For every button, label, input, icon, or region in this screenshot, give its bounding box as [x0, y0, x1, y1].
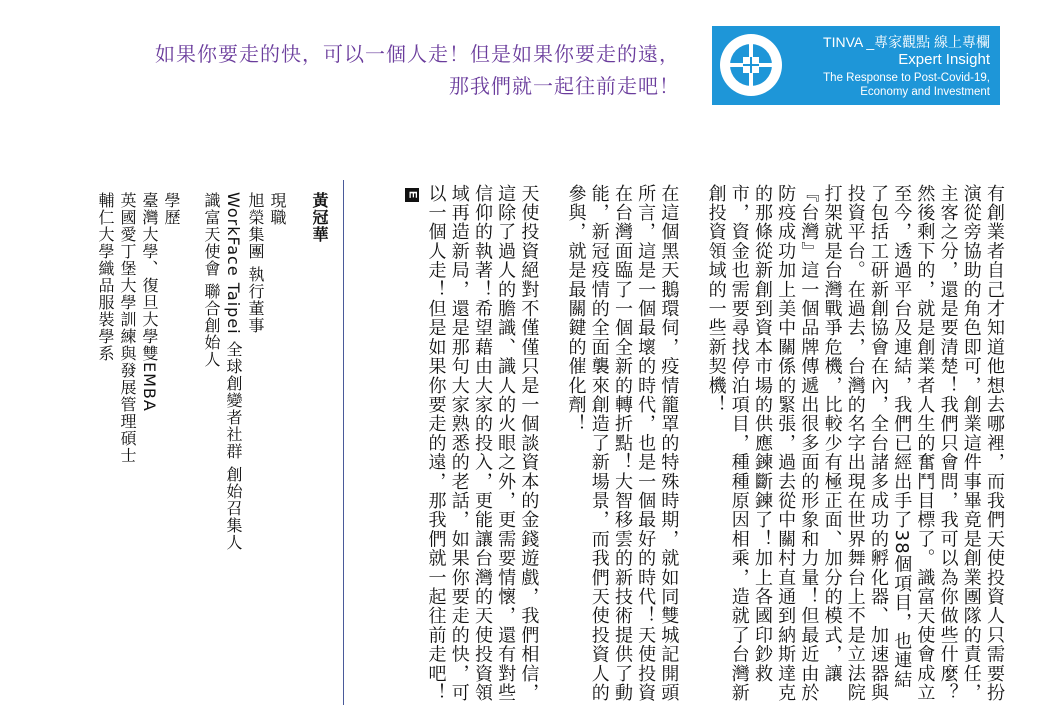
tinva-banner — [712, 26, 1000, 105]
header-quote — [60, 38, 680, 102]
article-paragraph-2: 在這個黑天鵝環伺，疫情籠罩的特殊時期，就如同雙城記開頭所言，這是一個最壞的時代，也是一個最好的時代！天使投資在台灣面臨了一個全新的轉折點！大智移雲的新技術提供了動能，新冠疫情的全面襲來創造了新場景，而我們天使投資人的參與，就是最關鍵的催化劑！ — [565, 184, 680, 703]
author-name: 黃冠華 — [310, 192, 329, 243]
education-item: 英國愛丁堡大學訓練與發展管理碩士 — [118, 192, 137, 464]
end-mark-icon: E — [405, 188, 419, 202]
banner-tagline-line-1: The Response to Post-Covid-19, — [823, 72, 990, 84]
banner-tagline — [823, 71, 990, 99]
article-body — [366, 184, 1006, 704]
education-item: 輔仁大學織品服裝學系 — [96, 192, 115, 362]
current-position-label: 現職 — [268, 192, 287, 226]
banner-tagline-line-2: Economy and Investment — [860, 86, 990, 98]
education-item: 臺灣大學、復旦大學雙EMBA — [140, 192, 159, 412]
quote-line-1: 如果你要走的快，可以一個人走！但是如果你要走的遠， — [155, 42, 680, 66]
article-paragraph-3-text: 天使投資絕對不僅僅只是一個談資本的金錢遊戲，我們相信，這除了過人的膽識、識人的火眼之外，更需要情懷，還有對些信仰的執著！希望藉由大家的投入，更能讓台灣的天使投資領域再造新局，還是那句大家熟悉的老話，如果你要走的快，可以一個人走！但是如果你要走的遠，那我們就一起往前走吧！ — [425, 184, 540, 703]
article-paragraph-3 — [401, 184, 540, 704]
position-item: 旭榮集團 執行董事 — [246, 192, 265, 335]
education-label: 學歷 — [162, 192, 181, 226]
position-item: 識富天使會 聯合創始人 — [202, 192, 221, 369]
banner-title: TINVA _專家觀點 線上專欄 — [823, 34, 990, 50]
author-bio — [60, 192, 330, 692]
article-paragraph-1: 有創業者自己才知道他想去哪裡，而我們天使投資人只需要扮演從旁協助的角色即可，創業這件事畢竟是創業團隊的責任，主客之分，還是要清楚！我們只會問，我可以為你做些什麼？然後剩下的，就是創業者人生的奮鬥目標了。識富天使會成立至今，透過平台及連結，我們已經出手了38個項目，也連結了包括工研新創協會在內，全台諸多成功的孵化器、加速器與投資平台。在過去，台灣的名字出現在世界舞台上不是立法院打架就是台灣戰爭危機，比較少有極正面、加分的模式，讓『台灣』這一個品牌傳遞出很多面的形象和力量！但最近由於防疫成功加上美中關係的緊張，過去從中關村直通到納斯達克的那條從新創到資本市場的供應鍊斷鍊了！加上各國印鈔救市，資金也需要尋找停泊項目，種種原因相乘，造就了台灣新創投資領域的一些新契機！ — [705, 184, 1005, 703]
quote-line-2: 那我們就一起往前走吧！ — [449, 74, 680, 98]
position-item: WorkFace Taipei 全球創變者社群 創始召集人 — [224, 192, 243, 551]
tinva-logo-icon — [720, 34, 782, 96]
banner-subtitle: Expert Insight — [898, 51, 990, 68]
column-divider — [343, 180, 344, 705]
